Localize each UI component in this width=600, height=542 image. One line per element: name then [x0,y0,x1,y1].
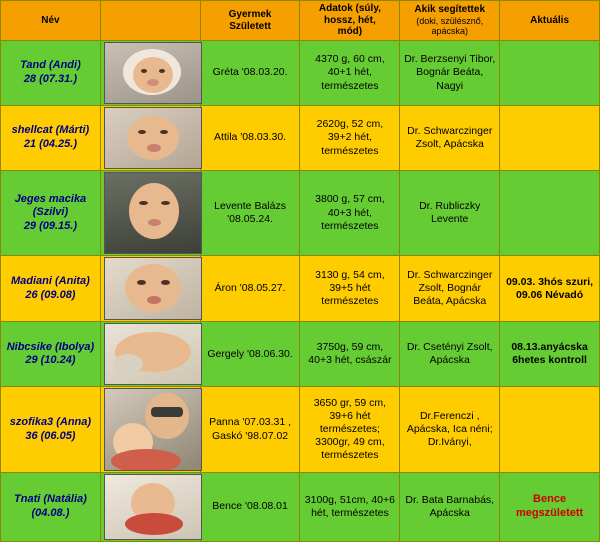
baby-photo-cell [100,472,200,541]
table-row [1,171,600,256]
column-header-stats-line2: hossz, hét, [324,14,376,26]
member-name-cell [1,106,101,171]
photo-face [129,183,179,239]
birth-stats-cell: 3800 g, 57 cm, 40+3 hét, természetes [300,171,400,256]
member-name: Tand (Andi) [20,59,81,72]
current-status-cell [500,106,600,171]
member-name: Nibcsike (Ibolya) [6,340,95,353]
member-age: 29 (10.24) [25,354,76,367]
photo-eye-right [161,201,170,205]
member-name: Jeges macika (Szilvi) [14,192,87,219]
photo-clothing [111,449,181,470]
header-row [1,1,600,41]
column-header-stats-line3: mód) [337,26,363,38]
baby-photo-cell [100,41,200,106]
table-row [1,387,600,472]
birth-info-cell: Gergely '08.06.30. [200,322,300,387]
birth-info-cell: Attila '08.03.30. [200,106,300,171]
column-header-born [200,1,300,41]
column-header-name: Név [1,1,101,41]
birth-stats-cell: 3650 gr, 59 cm, 39+6 hét természetes; 3300gr, 49 cm, természetes [300,387,400,472]
birth-info-cell: Áron '08.05.27. [200,256,300,322]
baby-photo-cell [100,322,200,387]
column-header-current: Aktuális [500,1,600,41]
current-status-cell: Bence megszületett [500,472,600,541]
current-status-cell: 09.03. 3hós szuri, 09.06 Névadó [500,256,600,322]
birth-info-cell: Levente Balázs '08.05.24. [200,171,300,256]
member-age: (04.08.) [31,506,70,519]
member-name: szofika3 (Anna) [9,415,92,428]
member-age: 28 (07.31.) [23,73,78,85]
birth-stats-cell: 2620g, 52 cm, 39+2 hét, természetes [300,106,400,171]
current-status-cell: 08.13.anyácska 6hetes kontroll [500,322,600,387]
column-header-helpers-line2: (doki, szülésznő, apácska) [416,15,484,37]
baby-photo-6 [104,388,202,470]
birth-info-cell: Gréta '08.03.20. [200,41,300,106]
table-body [1,41,600,542]
photo-face [127,116,179,160]
helpers-cell: Dr. Rubliczky Levente [400,171,500,256]
photo-eye-right [159,69,165,73]
member-name: shellcat (Márti) [11,124,90,137]
column-header-helpers [400,1,500,41]
helpers-cell: Dr. Bata Barnabás, Apácska [400,472,500,541]
baby-photo-cell [100,106,200,171]
helpers-cell: Dr. Berzsenyi Tibor, Bognár Beáta, Nagyi [400,41,500,106]
member-age: 26 (09.08) [25,288,76,301]
helpers-cell: Dr. Schwarczinger Zsolt, Bognár Beáta, Apácska [400,256,500,322]
baby-photo-2 [104,107,202,169]
table-row [1,472,600,541]
member-name-cell [1,322,101,387]
member-age: 36 (06.05) [25,429,76,442]
member-name-cell [1,472,101,541]
column-header-helpers-line1: Akik segítettek [414,4,486,16]
column-header-born-line1: Gyermek [228,9,272,20]
baby-photo-cell [100,256,200,322]
member-name-cell [1,41,101,106]
photo-face [133,57,173,93]
table-row [1,322,600,387]
member-name-cell [1,387,101,472]
member-name: Madiani (Anita) [10,275,90,288]
birth-stats-cell: 4370 g, 60 cm, 40+1 hét, természetes [300,41,400,106]
table-row [1,256,600,322]
member-name-cell [1,256,101,322]
table-header [1,1,600,41]
photo-eye-left [139,201,148,205]
baby-photo-cell [100,387,200,472]
baby-photo-5 [104,323,202,385]
birth-stats-cell: 3750g, 59 cm, 40+3 hét, császár [300,322,400,387]
current-status-cell [500,171,600,256]
photo-blanket [125,513,183,535]
photo-glasses [151,407,183,417]
column-header-born-line2: Született [229,20,271,32]
baby-photo-cell [100,171,200,256]
member-age: 29 (09.15.) [23,220,78,233]
birth-info-cell: Panna '07.03.31 , Gaskó '98.07.02 [200,387,300,472]
photo-eye-left [138,130,146,134]
photo-mouth [147,144,161,152]
birth-info-cell: Bence '08.08.01 [200,472,300,541]
baby-photo-7 [104,474,202,540]
table-row [1,106,600,171]
helpers-cell: Dr.Ferenczi , Apácska, Ica néni; Dr.Iványi, [400,387,500,472]
current-status-cell [500,41,600,106]
helpers-cell: Dr. Schwarczinger Zsolt, Apácska [400,106,500,171]
photo-eye-right [160,130,168,134]
member-name: Tnati (Natália) [14,493,87,506]
table-row [1,41,600,106]
photo-mouth [147,79,159,86]
baby-photo-4 [104,257,202,320]
baby-photo-1 [104,42,202,104]
member-name-cell [1,171,101,256]
current-status-cell [500,387,600,472]
birth-stats-cell: 3100g, 51cm, 40+6 hét, természetes [300,472,400,541]
photo-mouth [148,219,161,226]
column-header-stats-line1: Adatok (súly, [318,3,381,15]
helpers-cell: Dr. Csetényi Zsolt, Apácska [400,322,500,387]
photo-face [125,264,181,312]
member-age: 21 (04.25.) [23,138,78,151]
column-header-photo [100,1,200,41]
column-header-stats [300,1,400,41]
birth-stats-cell: 3130 g, 54 cm, 39+5 hét természetes [300,256,400,322]
baby-photo-3 [104,172,202,254]
photo-eye-left [141,69,147,73]
